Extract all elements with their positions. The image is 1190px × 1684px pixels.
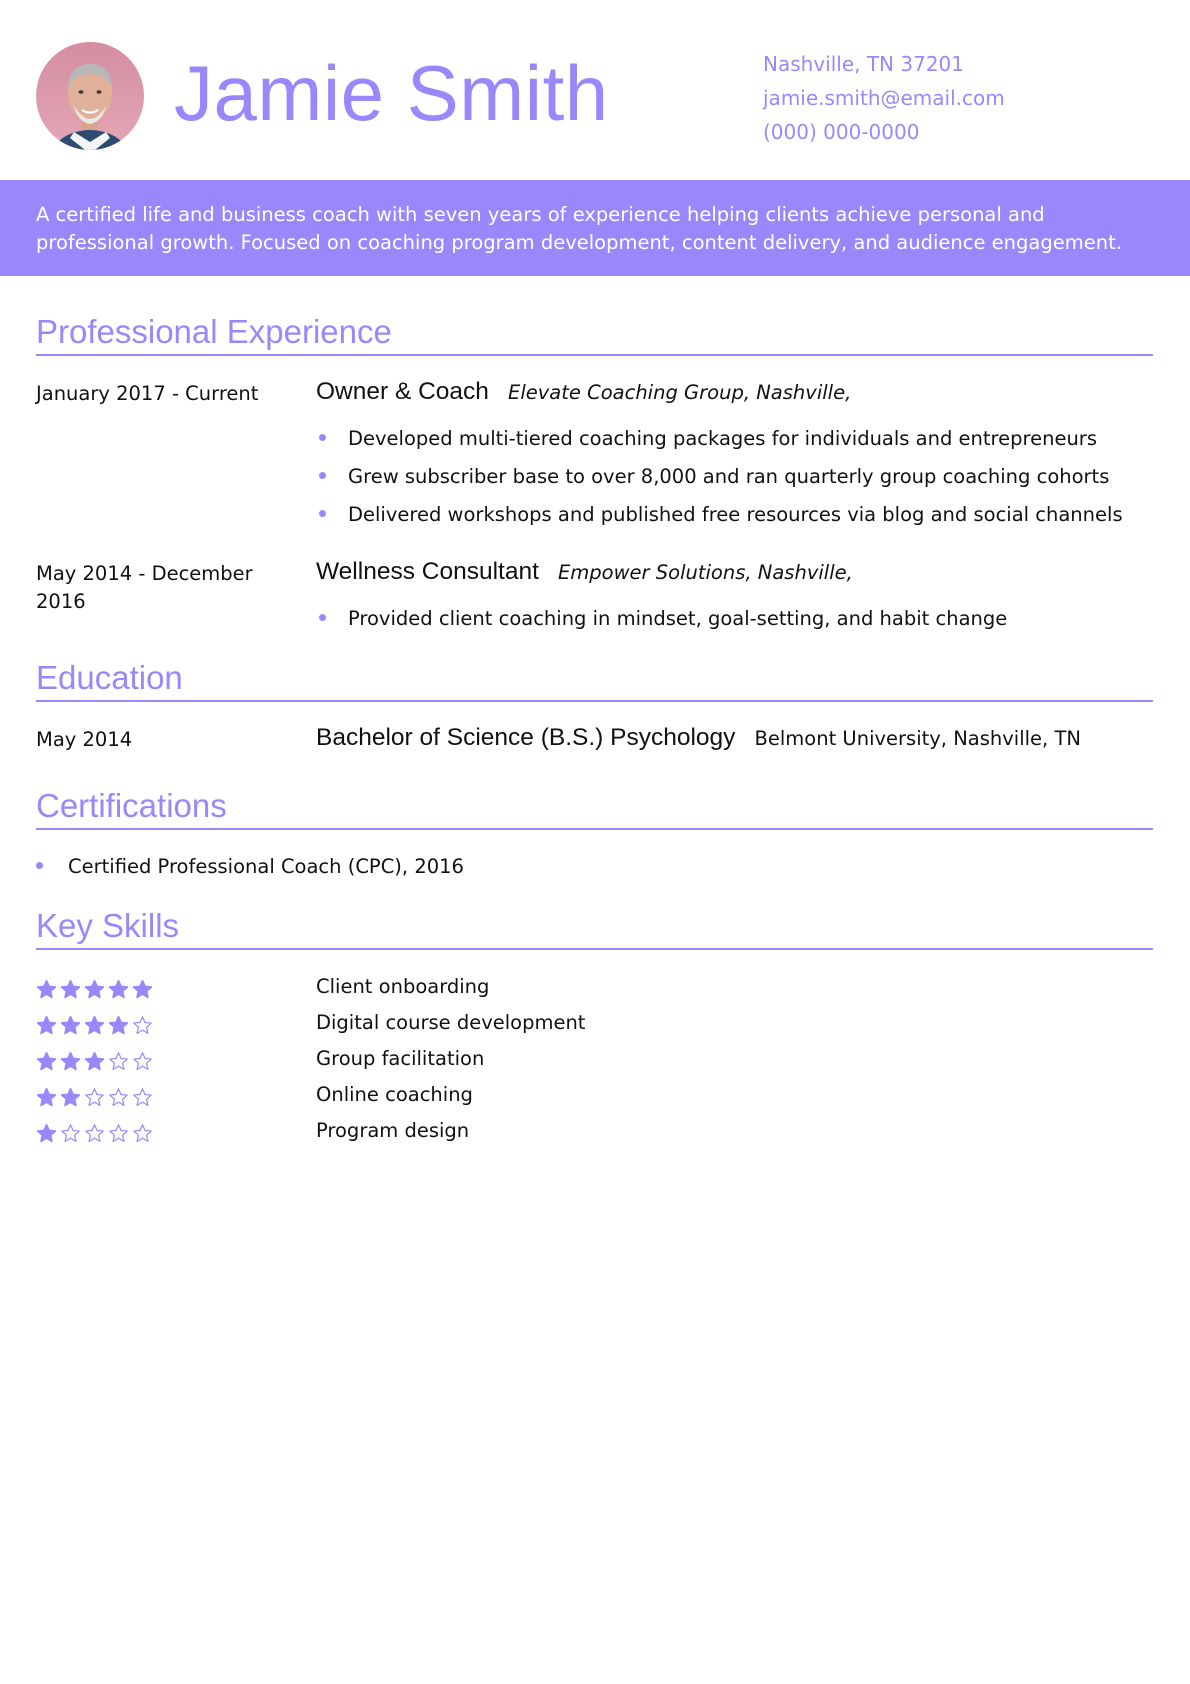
- star-filled-icon: [84, 1051, 105, 1072]
- job-role: Owner & Coach: [316, 378, 489, 405]
- job-dates: January 2017 - Current: [36, 382, 259, 405]
- job-heading: [316, 378, 851, 406]
- star-empty-icon: [60, 1123, 81, 1144]
- job-dates: May 2014 - December 2016: [36, 562, 253, 613]
- summary-band: [0, 180, 1190, 276]
- skill-row: [36, 1045, 1153, 1081]
- skill-rating: [36, 1123, 153, 1144]
- star-empty-icon: [108, 1087, 129, 1108]
- contact-block: [763, 47, 1005, 149]
- contact-phone[interactable]: (000) 000-0000: [763, 120, 920, 144]
- star-filled-icon: [36, 979, 57, 1000]
- certification-item: Certified Professional Coach (CPC), 2016: [36, 848, 464, 886]
- skill-name: Online coaching: [316, 1083, 473, 1106]
- experience-section: [36, 312, 1153, 356]
- education-degree: Bachelor of Science (B.S.) Psychology: [316, 724, 736, 751]
- star-empty-icon: [108, 1123, 129, 1144]
- bullet-icon: [319, 510, 326, 517]
- education-section: [36, 658, 1153, 702]
- star-empty-icon: [108, 1051, 129, 1072]
- education-date: May 2014: [36, 728, 133, 751]
- star-filled-icon: [60, 1051, 81, 1072]
- summary-text: A certified life and business coach with seven years of experience helping clients achieve personal and professional growth. Focused on coaching program development, content delivery, and audience engagement.: [36, 203, 1122, 254]
- section-title-certifications: Certifications: [36, 786, 1153, 830]
- job-organization: Elevate Coaching Group, Nashville,: [508, 381, 852, 404]
- skill-name: Digital course development: [316, 1011, 586, 1034]
- star-filled-icon: [60, 979, 81, 1000]
- skills-list: [36, 973, 1153, 1173]
- skill-name: Group facilitation: [316, 1047, 485, 1070]
- star-filled-icon: [36, 1123, 57, 1144]
- job-bullet: Developed multi-tiered coaching packages for individuals and entrepreneurs: [316, 420, 1123, 458]
- section-title-skills: Key Skills: [36, 906, 1153, 950]
- star-filled-icon: [108, 979, 129, 1000]
- contact-email[interactable]: jamie.smith@email.com: [763, 86, 1005, 110]
- education-heading: [316, 724, 1081, 752]
- skills-section: [36, 906, 1153, 950]
- star-filled-icon: [84, 979, 105, 1000]
- skill-row: [36, 973, 1153, 1009]
- star-filled-icon: [36, 1051, 57, 1072]
- resume-header: [0, 0, 1190, 180]
- star-empty-icon: [132, 1123, 153, 1144]
- person-portrait-icon: [36, 42, 144, 150]
- star-empty-icon: [132, 1015, 153, 1036]
- star-empty-icon: [84, 1123, 105, 1144]
- star-filled-icon: [36, 1015, 57, 1036]
- job-bullet: Delivered workshops and published free resources via blog and social channels: [316, 496, 1123, 534]
- job-heading: [316, 558, 853, 586]
- education-school: Belmont University, Nashville, TN: [754, 727, 1081, 750]
- skill-row: [36, 1117, 1153, 1153]
- star-filled-icon: [36, 1087, 57, 1108]
- candidate-name: Jamie Smith: [174, 49, 609, 137]
- section-title-education: Education: [36, 658, 1153, 702]
- skill-rating: [36, 979, 153, 1000]
- star-filled-icon: [84, 1015, 105, 1036]
- job-role: Wellness Consultant: [316, 558, 539, 585]
- star-empty-icon: [132, 1087, 153, 1108]
- contact-location: Nashville, TN 37201: [763, 52, 964, 76]
- bullet-icon: [319, 472, 326, 479]
- star-empty-icon: [132, 1051, 153, 1072]
- star-filled-icon: [60, 1015, 81, 1036]
- skill-row: [36, 1081, 1153, 1117]
- skill-row: [36, 1009, 1153, 1045]
- job-bullet: Grew subscriber base to over 8,000 and ran quarterly group coaching cohorts: [316, 458, 1123, 496]
- profile-photo: [36, 42, 144, 150]
- bullet-icon: [319, 614, 326, 621]
- skill-rating: [36, 1051, 153, 1072]
- section-title-experience: Professional Experience: [36, 312, 1153, 356]
- star-empty-icon: [84, 1087, 105, 1108]
- star-filled-icon: [108, 1015, 129, 1036]
- bullet-icon: [36, 862, 43, 869]
- bullet-icon: [319, 434, 326, 441]
- star-filled-icon: [60, 1087, 81, 1108]
- star-filled-icon: [132, 979, 153, 1000]
- job-organization: Empower Solutions, Nashville,: [557, 561, 853, 584]
- skill-name: Client onboarding: [316, 975, 490, 998]
- certifications-section: [36, 786, 1153, 830]
- job-bullets: [316, 420, 1123, 534]
- skill-name: Program design: [316, 1119, 470, 1142]
- job-bullets: [316, 600, 1007, 638]
- job-bullet: Provided client coaching in mindset, goal-setting, and habit change: [316, 600, 1007, 638]
- certification-bullets: [36, 848, 464, 886]
- skill-rating: [36, 1015, 153, 1036]
- skill-rating: [36, 1087, 153, 1108]
